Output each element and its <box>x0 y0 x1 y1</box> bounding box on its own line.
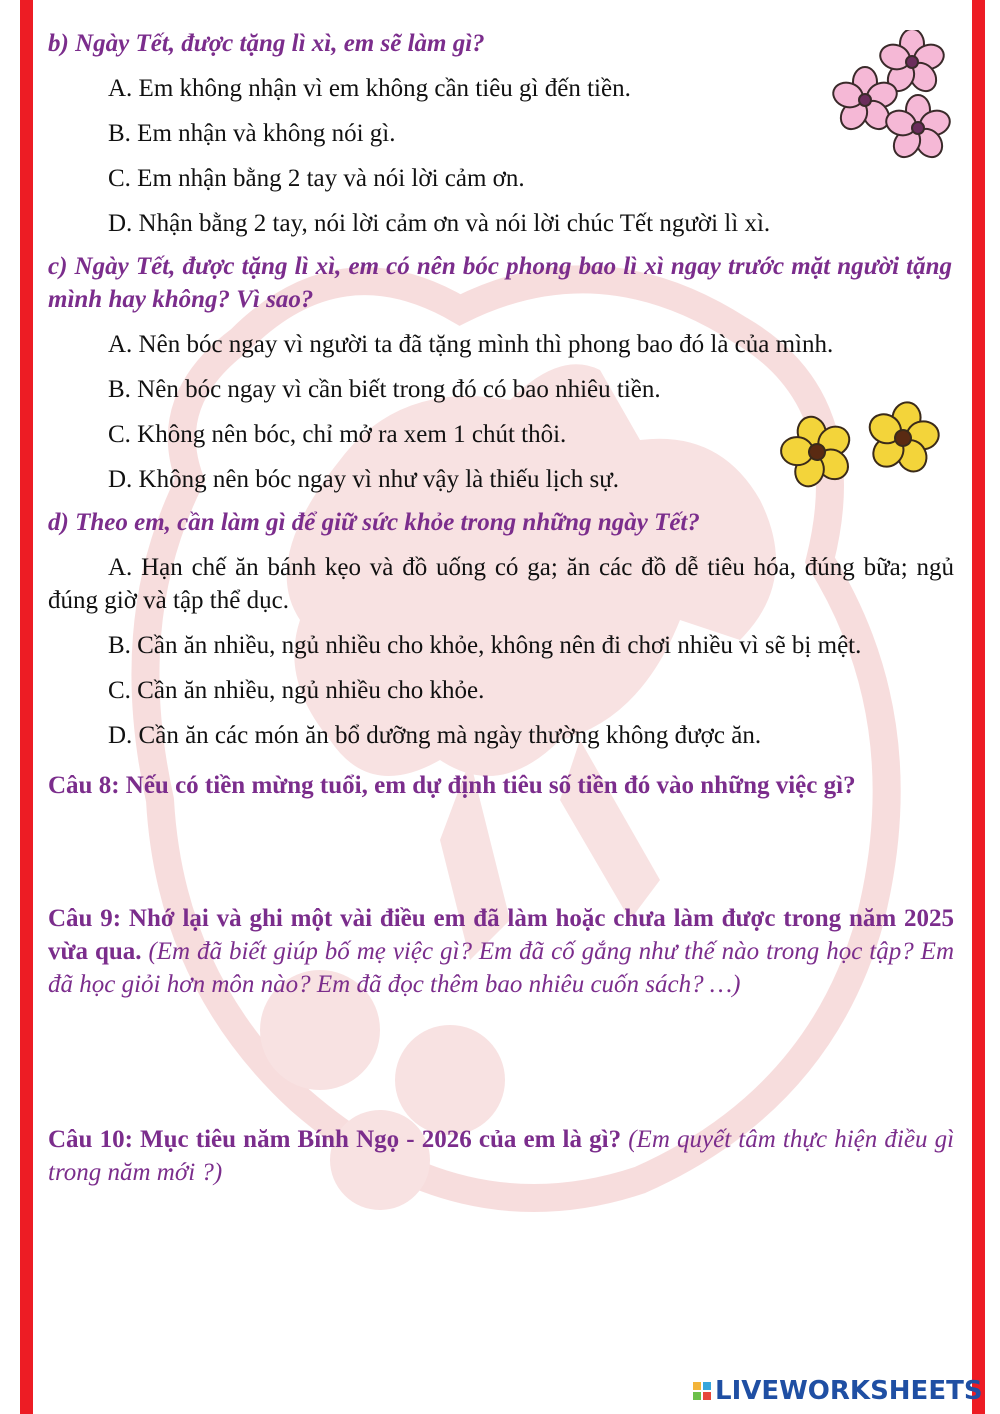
right-red-border <box>972 0 985 1414</box>
question-b-option-c[interactable]: C. Em nhận bằng 2 tay và nói lời cảm ơn. <box>108 165 525 192</box>
question-c-title: c) Ngày Tết, được tặng lì xì, em có nên bóc phong bao lì xì ngay trước mặt người tặng mình hay không? Vì sao? <box>48 253 952 313</box>
question-d-option-a[interactable]: A. Hạn chế ăn bánh kẹo và đồ uống có ga; ăn các đồ dễ tiêu hóa, đúng bữa; ngủ đúng giờ và tập thể dục. <box>48 554 954 614</box>
cau-9-block <box>48 902 954 1001</box>
question-c-option-c[interactable]: C. Không nên bóc, chỉ mở ra xem 1 chút thôi. <box>108 421 567 448</box>
left-red-border <box>20 0 33 1414</box>
question-b-option-d[interactable]: D. Nhận bằng 2 tay, nói lời cảm ơn và nói lời chúc Tết người lì xì. <box>108 210 771 237</box>
cau-10-title: Câu 10: Mục tiêu năm Bính Ngọ - 2026 của em là gì? <box>48 1126 622 1153</box>
worksheet-content <box>48 0 954 1309</box>
question-d-option-b[interactable]: B. Cần ăn nhiều, ngủ nhiều cho khỏe, không nên đi chơi nhiều vì sẽ bị mệt. <box>108 632 862 659</box>
question-b-option-b[interactable]: B. Em nhận và không nói gì. <box>108 120 396 147</box>
question-d-option-d[interactable]: D. Cần ăn các món ăn bổ dưỡng mà ngày thường không được ăn. <box>108 722 762 749</box>
question-b-option-a[interactable]: A. Em không nhận vì em không cần tiêu gì đến tiền. <box>108 75 631 102</box>
cau-9-title: Câu 9: Nhớ lại và ghi một vài điều em đã làm hoặc chưa làm được trong năm 2025 vừa qua. <box>48 905 954 965</box>
cau-8-title: Câu 8: Nếu có tiền mừng tuổi, em dự định tiêu số tiền đó vào những việc gì? <box>48 772 856 799</box>
liveworksheets-logo-icon <box>693 1382 711 1400</box>
cau-10-hint: (Em quyết tâm thực hiện điều gì trong năm mới ?) <box>48 1126 955 1186</box>
question-c-option-a[interactable]: A. Nên bóc ngay vì người ta đã tặng mình thì phong bao đó là của mình. <box>108 331 834 358</box>
liveworksheets-logo <box>693 1373 983 1409</box>
cau-8-answer-area[interactable] <box>48 802 954 897</box>
question-c-option-b[interactable]: B. Nên bóc ngay vì cần biết trong đó có bao nhiêu tiền. <box>108 376 661 403</box>
cau-10-answer-area[interactable] <box>48 1189 954 1309</box>
cau-9-answer-area[interactable] <box>48 1001 954 1119</box>
question-c-option-d[interactable]: D. Không nên bóc ngay vì như vậy là thiếu lịch sự. <box>108 466 620 493</box>
cau-10-block <box>48 1123 954 1189</box>
logo-text: LIVEWORKSHEETS <box>715 1376 983 1406</box>
question-b-title: b) Ngày Tết, được tặng lì xì, em sẽ làm gì? <box>48 30 485 57</box>
question-d-option-c[interactable]: C. Cần ăn nhiều, ngủ nhiều cho khỏe. <box>108 677 485 704</box>
question-d-title: d) Theo em, cần làm gì để giữ sức khỏe trong những ngày Tết? <box>48 509 700 536</box>
cau-9-hint: (Em đã biết giúp bố mẹ việc gì? Em đã cố gắng như thế nào trong học tập? Em đã học giỏi hơn môn nào? Em đã đọc thêm bao nhiêu cuốn sách? …) <box>48 938 954 998</box>
